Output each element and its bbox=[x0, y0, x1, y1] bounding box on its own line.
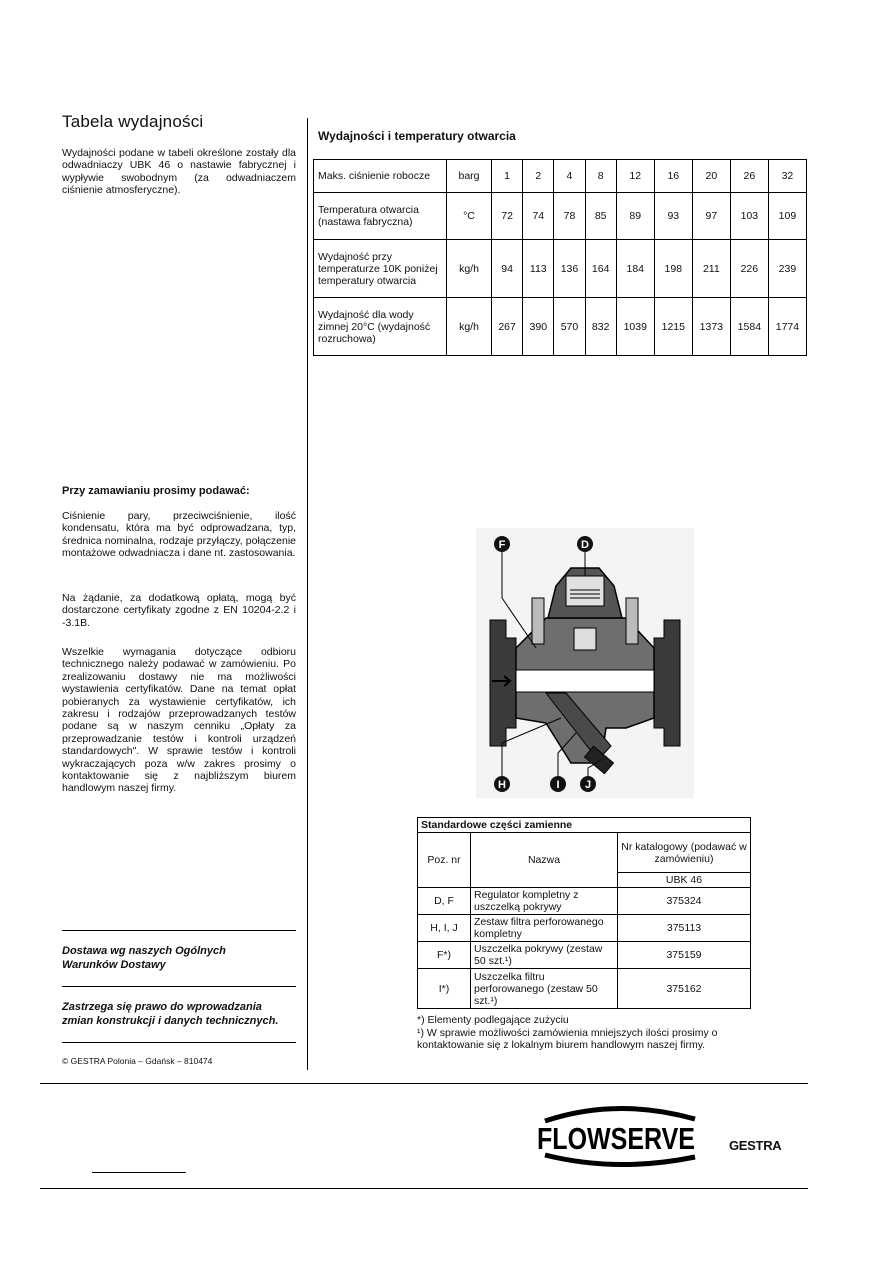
table-row bbox=[314, 298, 807, 356]
column-divider bbox=[307, 118, 308, 1070]
order-heading: Przy zamawianiu prosimy podawać: bbox=[62, 485, 250, 497]
flowserve-logo bbox=[537, 1103, 707, 1174]
cell: 93 bbox=[654, 193, 692, 240]
cell: 109 bbox=[768, 193, 806, 240]
cell: 32 bbox=[768, 160, 806, 193]
cell: 239 bbox=[768, 240, 806, 298]
cell: 8 bbox=[585, 160, 616, 193]
cell: 832 bbox=[585, 298, 616, 356]
cell: 1774 bbox=[768, 298, 806, 356]
cell: 570 bbox=[554, 298, 585, 356]
row-label: Temperatura otwarcia (nastawa fabryczna) bbox=[314, 193, 447, 240]
cell: 2 bbox=[523, 160, 554, 193]
order-paragraph-2: Na żądanie, za dodatkową opłatą, mogą być dostarczone certyfikaty zgodne z EN 10204-2.2 i -3.1B. bbox=[62, 592, 296, 629]
table-row bbox=[418, 942, 751, 969]
label-d-marker bbox=[577, 536, 593, 552]
page-title: Tabela wydajności bbox=[62, 112, 204, 131]
footnote-small-quantities: ¹) W sprawie możliwości zamówienia mniejszych ilości prosimy o kontaktowanie się z lokalnym biurem handlowym naszej firmy. bbox=[417, 1026, 718, 1051]
part-cat: 375162 bbox=[618, 969, 751, 1009]
svg-text:I: I bbox=[556, 779, 560, 791]
cell: 113 bbox=[523, 240, 554, 298]
performance-table bbox=[313, 159, 807, 356]
cell: 89 bbox=[616, 193, 654, 240]
part-name: Regulator kompletny z uszczelką pokrywy bbox=[471, 888, 618, 915]
cell: 1584 bbox=[730, 298, 768, 356]
cell: 74 bbox=[523, 193, 554, 240]
row-unit: °C bbox=[447, 193, 492, 240]
table-row bbox=[314, 240, 807, 298]
table-row bbox=[314, 193, 807, 240]
part-pos: H, I, J bbox=[418, 915, 471, 942]
cell: 94 bbox=[492, 240, 523, 298]
table-row bbox=[418, 833, 751, 873]
label-f-marker bbox=[494, 536, 510, 552]
label-j-marker bbox=[580, 776, 596, 792]
delivery-note: Dostawa wg naszych Ogólnych Warunków Dostawy bbox=[62, 945, 226, 971]
part-pos: F*) bbox=[418, 942, 471, 969]
part-cat: 375113 bbox=[618, 915, 751, 942]
order-paragraph-3: Wszelkie wymagania dotyczące odbioru technicznego należy podawać w zamówieniu. Po zrealizowaniu dostawy nie ma możliwości wystawienia certyfikatów. Dane na temat opłat pobieranych za wystawienie certyfikatów, ich zakresu i rodzajów przeprowadzanych testów podane są w naszym cenniku „Opłaty za przeprowadzanie testów i kontroli urządzeń standardowych". W sprawie testów i kontroli wykraczających poza w/w zakres prosimy o kontaktowanie się z najbliższym biurem handlowym naszej firmy. bbox=[62, 646, 296, 795]
svg-text:FLOWSERVE: FLOWSERVE bbox=[537, 1121, 695, 1156]
left-divider-1 bbox=[62, 930, 296, 931]
footer-bottom-rule bbox=[40, 1188, 808, 1189]
cell: 1039 bbox=[616, 298, 654, 356]
rights-note: Zastrzega się prawo do wprowadzania zmian konstrukcji i danych technicznych. bbox=[62, 1001, 279, 1027]
row-unit: barg bbox=[447, 160, 492, 193]
parts-footnotes bbox=[417, 1014, 757, 1052]
cell: 211 bbox=[692, 240, 730, 298]
cell: 390 bbox=[523, 298, 554, 356]
cell: 1373 bbox=[692, 298, 730, 356]
intro-paragraph: Wydajności podane w tabeli określone zostały dla odwadniaczy UBK 46 o nastawie fabrycznej i wypływie swobodnym (za odwadniaczem ciśnienie atmosferyczne). bbox=[62, 147, 296, 197]
svg-text:D: D bbox=[581, 539, 589, 551]
cell: 103 bbox=[730, 193, 768, 240]
row-label: Wydajność dla wody zimnej 20°C (wydajność rozruchowa) bbox=[314, 298, 447, 356]
footer-short-rule bbox=[92, 1172, 186, 1173]
table-row bbox=[418, 818, 751, 833]
cell: 267 bbox=[492, 298, 523, 356]
label-i-marker bbox=[550, 776, 566, 792]
cell: 97 bbox=[692, 193, 730, 240]
table-row bbox=[418, 969, 751, 1009]
svg-text:H: H bbox=[498, 779, 506, 791]
part-name: Uszczelka filtru perforowanego (zestaw 50 szt.¹) bbox=[471, 969, 618, 1009]
cell: 164 bbox=[585, 240, 616, 298]
cell: 226 bbox=[730, 240, 768, 298]
cell: 16 bbox=[654, 160, 692, 193]
cell: 72 bbox=[492, 193, 523, 240]
cell: 85 bbox=[585, 193, 616, 240]
perf-table-title: Wydajności i temperatury otwarcia bbox=[318, 129, 516, 143]
gestra-logo: GESTRA bbox=[729, 1138, 782, 1153]
steam-trap-diagram bbox=[476, 528, 694, 798]
part-name: Uszczelka pokrywy (zestaw 50 szt.¹) bbox=[471, 942, 618, 969]
footnote-wear-parts: *) Elementy podlegające zużyciu bbox=[417, 1014, 569, 1026]
table-row bbox=[314, 160, 807, 193]
cell: 4 bbox=[554, 160, 585, 193]
footer-top-rule bbox=[40, 1083, 808, 1084]
col-cat-header: Nr katalogowy (podawać w zamówieniu) bbox=[618, 833, 751, 873]
cell: 12 bbox=[616, 160, 654, 193]
table-row bbox=[418, 915, 751, 942]
order-paragraph-1: Ciśnienie pary, przeciwciśnienie, ilość kondensatu, która ma być odprowadzana, typ, średnica nominalna, rodzaje przyłączy, połączenie montażowe odwadniacza i dane nt. zastosowania. bbox=[62, 510, 296, 560]
left-divider-2 bbox=[62, 986, 296, 987]
part-cat: 375324 bbox=[618, 888, 751, 915]
cell: 136 bbox=[554, 240, 585, 298]
part-pos: I*) bbox=[418, 969, 471, 1009]
svg-text:F: F bbox=[498, 539, 506, 551]
row-unit: kg/h bbox=[447, 240, 492, 298]
cell: 20 bbox=[692, 160, 730, 193]
col-name-header: Nazwa bbox=[471, 833, 618, 888]
cell: 1 bbox=[492, 160, 523, 193]
row-label: Maks. ciśnienie robocze bbox=[314, 160, 447, 193]
cell: 78 bbox=[554, 193, 585, 240]
col-pos-header: Poz. nr bbox=[418, 833, 471, 888]
part-pos: D, F bbox=[418, 888, 471, 915]
cell: 26 bbox=[730, 160, 768, 193]
label-h-marker bbox=[494, 776, 510, 792]
cell: 1215 bbox=[654, 298, 692, 356]
col-model-header: UBK 46 bbox=[618, 873, 751, 888]
spare-parts-table bbox=[417, 817, 751, 1009]
svg-text:J: J bbox=[584, 779, 592, 791]
parts-table-title: Standardowe części zamienne bbox=[418, 818, 751, 833]
row-unit: kg/h bbox=[447, 298, 492, 356]
copyright: © GESTRA Polonia – Gdańsk – 810474 bbox=[62, 1056, 213, 1066]
table-row bbox=[418, 888, 751, 915]
part-name: Zestaw filtra perforowanego kompletny bbox=[471, 915, 618, 942]
cell: 184 bbox=[616, 240, 654, 298]
row-label: Wydajność przy temperaturze 10K poniżej temperatury otwarcia bbox=[314, 240, 447, 298]
left-divider-3 bbox=[62, 1042, 296, 1043]
part-cat: 375159 bbox=[618, 942, 751, 969]
cell: 198 bbox=[654, 240, 692, 298]
